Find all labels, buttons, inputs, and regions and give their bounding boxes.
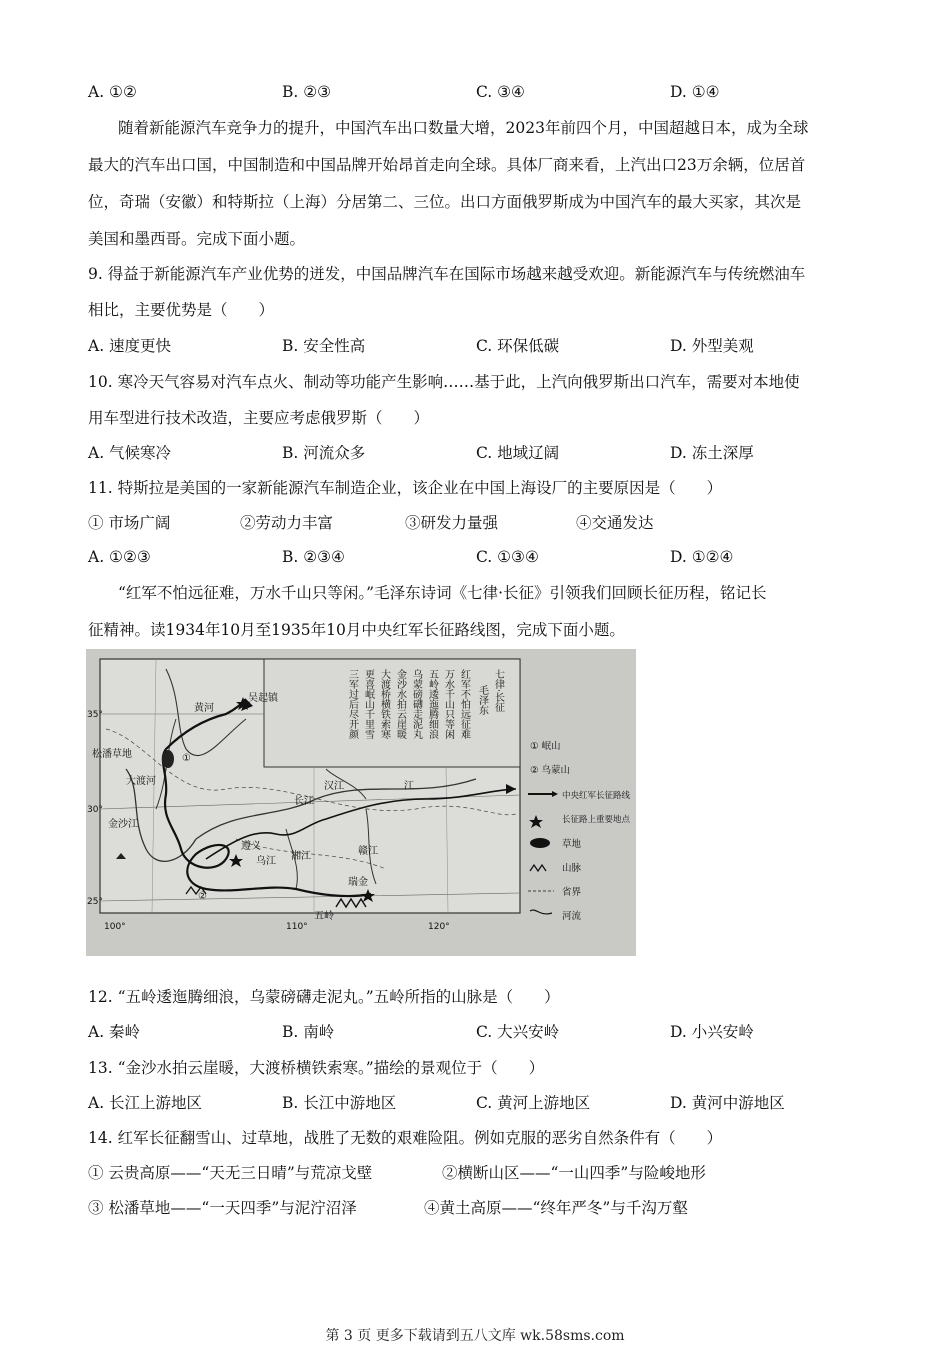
q10-stem: 10. 寒冷天气容易对汽车点火、制动等功能产生影响……基于此，上汽向俄罗斯出口汽车，需要对本地使 — [88, 373, 800, 391]
poem-line: 三军过后尽开颜 — [346, 669, 358, 739]
q8-option-a: A. ①② — [88, 83, 137, 101]
poem-line: 金沙水拍云崖暖 — [394, 669, 406, 739]
q9-option-d: D. 外型美观 — [670, 337, 754, 355]
label-ruijin: 瑞金 — [348, 877, 368, 888]
legend-item: 河流 — [562, 911, 582, 922]
q13-stem: 13. “金沙水拍云崖暖，大渡桥横铁索寒。”描绘的景观位于（ ） — [88, 1059, 545, 1077]
q9-option-a: A. 速度更快 — [88, 337, 172, 355]
poem-line: 红军不怕远征难 — [458, 669, 470, 739]
label-xiangjiang: 湘江 — [291, 851, 311, 862]
q11-option-b: B. ②③④ — [282, 548, 345, 566]
q14-statement-1: ① 云贵高原——“天无三日晴”与荒凉戈壁 — [88, 1164, 373, 1182]
q10-option-a: A. 气候寒冷 — [88, 444, 172, 462]
poem-line: 五岭逶迤腾细浪 — [426, 669, 438, 739]
label-dadu: 大渡河 — [126, 776, 156, 787]
lat-25: 25° — [87, 897, 103, 907]
label-huanghe: 黄河 — [194, 703, 214, 714]
lat-35: 35° — [87, 710, 103, 720]
q13-option-b: B. 长江中游地区 — [282, 1094, 397, 1112]
q9-option-c: C. 环保低碳 — [476, 337, 560, 355]
q10-stem: 用车型进行技术改造，主要应考虑俄罗斯（ ） — [88, 409, 430, 427]
q12-stem: 12. “五岭逶迤腾细浪，乌蒙磅礴走泥丸。”五岭所指的山脉是（ ） — [88, 988, 560, 1006]
q11-option-d: D. ①②④ — [670, 548, 734, 566]
q12-option-d: D. 小兴安岭 — [670, 1023, 754, 1041]
lon-100: 100° — [104, 922, 126, 932]
q13-option-a: A. 长江上游地区 — [88, 1094, 203, 1112]
label-wuqi: 吴起镇 — [248, 693, 278, 704]
q14-statement-3: ③ 松潘草地——“一天四季”与泥泞沼泽 — [88, 1199, 357, 1217]
passage1-line: 美国和墨西哥。完成下面小题。 — [88, 230, 306, 248]
poem-line: 大渡桥横铁索寒 — [378, 669, 390, 739]
legend-item: ② 乌蒙山 — [530, 765, 571, 776]
legend-item: 草地 — [562, 839, 582, 850]
q11-option-a: A. ①②③ — [88, 548, 151, 566]
q10-option-c: C. 地域辽阔 — [476, 444, 560, 462]
q12-option-b: B. 南岭 — [282, 1023, 335, 1041]
q14-statement-4: ④黄土高原——“终年严冬”与千沟万壑 — [424, 1199, 688, 1217]
passage1-line: 随着新能源汽车竞争力的提升，中国汽车出口数量大增，2023年前四个月，中国超越日本，成为全球 — [118, 119, 809, 137]
q11-option-c: C. ①③④ — [476, 548, 539, 566]
legend-item: 长征路上重要地点 — [562, 815, 631, 825]
q14-statement-2: ②横断山区——“一山四季”与险峻地形 — [442, 1164, 706, 1182]
q11-statement-3: ③研发力量强 — [405, 514, 499, 532]
label-changjiang: 长江 — [294, 796, 314, 807]
legend-item: 省界 — [562, 887, 582, 898]
poem-line: 更喜岷山千里雪 — [362, 669, 374, 739]
poem-title: 七律·长征 — [492, 669, 504, 713]
q9-option-b: B. 安全性高 — [282, 337, 366, 355]
q13-option-c: C. 黄河上游地区 — [476, 1094, 591, 1112]
passage1-line: 位，奇瑞（安徽）和特斯拉（上海）分居第二、三位。出口方面俄罗斯成为中国汽车的最大买家，其次是 — [88, 193, 802, 211]
legend-item: ① 岷山 — [530, 741, 561, 752]
q14-stem: 14. 红军长征翻雪山、过草地，战胜了无数的艰难险阻。例如克服的恶劣自然条件有（ ） — [88, 1129, 723, 1147]
label-mark-2: ② — [198, 891, 207, 902]
q12-option-a: A. 秦岭 — [88, 1023, 141, 1041]
legend-item: 中央红军长征路线 — [562, 791, 631, 801]
q11-stem: 11. 特斯拉是美国的一家新能源汽车制造企业，该企业在中国上海设厂的主要原因是（ ） — [88, 479, 723, 497]
legend-item: 山脉 — [562, 863, 582, 874]
q13-option-d: D. 黄河中游地区 — [670, 1094, 785, 1112]
q9-stem: 相比，主要优势是（ ） — [88, 301, 275, 319]
lon-120: 120° — [428, 922, 450, 932]
poem-line: 万水千山只等闲 — [442, 669, 454, 739]
q12-option-c: C. 大兴安岭 — [476, 1023, 560, 1041]
poem-author: 毛泽东 — [476, 685, 488, 715]
q8-option-c: C. ③④ — [476, 83, 525, 101]
q8-option-d: D. ①④ — [670, 83, 720, 101]
label-hanjiang: 汉江 — [324, 781, 344, 792]
label-wuling: 五岭 — [314, 911, 334, 922]
q10-option-d: D. 冻土深厚 — [670, 444, 754, 462]
label-ganjiang: 赣江 — [358, 846, 378, 857]
label-mark-1: ① — [182, 753, 191, 764]
q8-option-b: B. ②③ — [282, 83, 332, 101]
label-jiang: 江 — [404, 781, 414, 792]
lon-110: 110° — [286, 922, 308, 932]
lat-30: 30° — [87, 805, 103, 815]
long-march-map — [86, 649, 636, 956]
q10-option-b: B. 河流众多 — [282, 444, 366, 462]
label-grassland: 松潘草地 — [92, 749, 132, 760]
label-wujiang: 乌江 — [256, 856, 276, 867]
passage1-line: 最大的汽车出口国，中国制造和中国品牌开始昂首走向全球。具体厂商来看，上汽出口23万余辆，位居首 — [88, 156, 806, 174]
poem-line: 乌蒙磅礴走泥丸 — [410, 669, 422, 739]
passage2-line: “红军不怕远征难，万水千山只等闲。”毛泽东诗词《七律·长征》引领我们回顾长征历程，铭记长 — [118, 584, 767, 602]
label-zunyi: 遵义 — [241, 841, 261, 852]
passage2-line: 征精神。读1934年10月至1935年10月中央红军长征路线图，完成下面小题。 — [88, 621, 625, 639]
q11-statement-2: ②劳动力丰富 — [240, 514, 334, 532]
page-footer: 第 3 页 更多下载请到五八文库 wk.58sms.com — [325, 1328, 625, 1344]
label-jinsha: 金沙江 — [108, 819, 138, 830]
q11-statement-1: ① 市场广阔 — [88, 514, 171, 532]
q11-statement-4: ④交通发达 — [576, 514, 654, 532]
q9-stem: 9. 得益于新能源汽车产业优势的迸发，中国品牌汽车在国际市场越来越受欢迎。新能源汽车与传统燃油车 — [88, 265, 806, 283]
